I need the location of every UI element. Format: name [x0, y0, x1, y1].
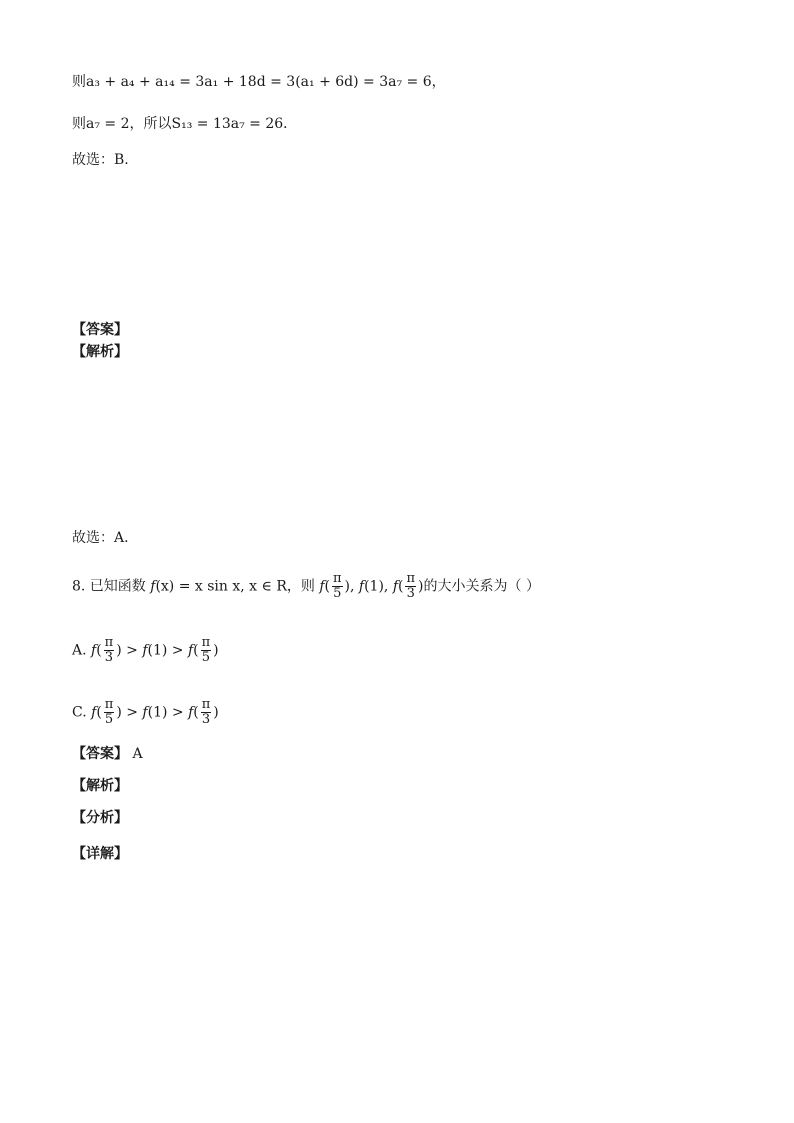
- answer-line-8: [72, 744, 734, 764]
- analysis-tag-text: 【解析】: [72, 344, 128, 360]
- q8-prefix: 8. 已知函数: [72, 578, 146, 595]
- option-a: A. f( $\frac{\pi}{3}$ ) > f(1) > f( $\frac{\pi}{5}$ ): [72, 635, 219, 665]
- question-8-stem: 8. 已知函数 f(x) = x sin x, x ∈ R，则 f( $\frac{\pi}{5}$ ), f(1), f( $\frac{\pi}{3}$ )的大小关系为（ ）: [72, 571, 540, 601]
- answer-value-8: A: [132, 746, 143, 762]
- analysis-tag-8: [72, 776, 734, 796]
- text-line: 故选：B.: [72, 152, 129, 168]
- text-line: 则a₇ = 2，所以S₁₃ = 13a₇ = 26．: [72, 116, 298, 132]
- detail-tag-8: 【详解】: [72, 846, 128, 862]
- option-c: C. f( $\frac{\pi}{5}$ ) > f(1) > f( $\frac{\pi}{3}$ ): [72, 697, 219, 727]
- answer-tag: 【答案】: [72, 322, 128, 338]
- answer-line: [72, 320, 734, 340]
- fenxi-tag-8: 【分析】: [72, 810, 128, 826]
- text-line: 故选：A.: [72, 530, 129, 546]
- fenxi-line-8: [72, 808, 734, 828]
- analysis-tag-8-text: 【解析】: [72, 778, 128, 794]
- detail-line-8: [72, 844, 734, 864]
- q8-suffix: 的大小关系为（ ）: [423, 578, 540, 595]
- answer-tag-8: 【答案】: [72, 746, 128, 762]
- text-line: 则a₃ + a₄ + a₁₄ = 3a₁ + 18d = 3(a₁ + 6d) = 3a₇ = 6，: [72, 74, 446, 90]
- analysis-tag: [72, 342, 734, 362]
